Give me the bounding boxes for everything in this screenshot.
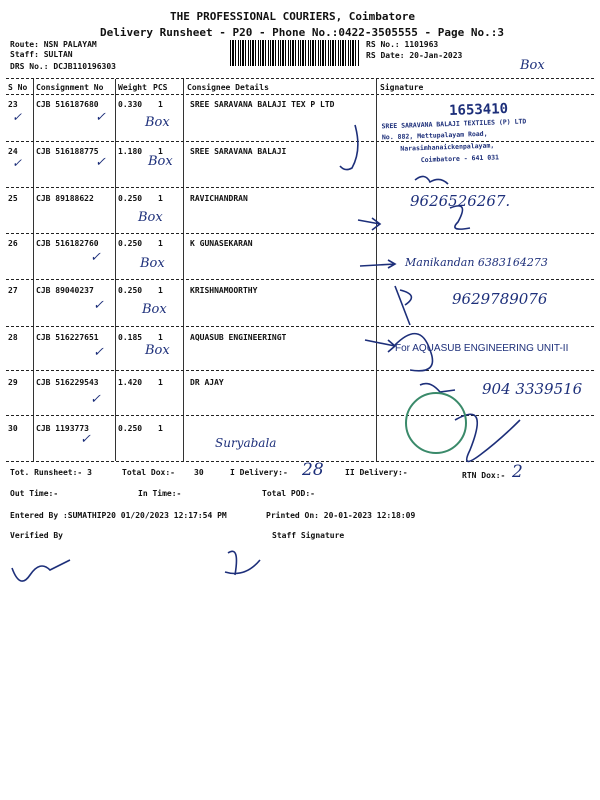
row-sno: 27 (8, 286, 18, 295)
col-pcs: PCS (153, 83, 168, 92)
name-26: Manikandan 6383164273 (405, 256, 548, 269)
stamp-address2: Narasimhanaickenpalayam, (400, 141, 495, 153)
verified-by: Verified By (10, 531, 63, 540)
tick-mark: ✓ (95, 155, 106, 170)
tot-runsheet: Tot. Runsheet:- 3 (10, 468, 92, 477)
row-consignment: CJB 516229543 (36, 378, 99, 387)
stamp-number: 1653410 (448, 101, 509, 120)
col-weight: Weight (118, 83, 147, 92)
verified-signature (12, 560, 70, 581)
ii-delivery-label: II Delivery:- (345, 468, 408, 477)
row-consignment: CJB 1193773 (36, 424, 89, 433)
aquasub-stamp: For AQUASUB ENGINEERING UNIT-II (395, 343, 569, 354)
row-consignee: DR AJAY (190, 378, 224, 387)
stamp-address3: Coimbatore - 641 031 (420, 153, 500, 165)
row-sno: 26 (8, 239, 18, 248)
row-weight: 0.250 (118, 239, 143, 248)
row-pcs: 1 (158, 286, 163, 295)
row-box-note: Box (142, 302, 167, 317)
total-dox-label: Total Dox:- (122, 468, 175, 477)
box-note-header: Box (520, 58, 545, 73)
company-title: THE PROFESSIONAL COURIERS, Coimbatore (170, 10, 416, 23)
total-dox-value: 30 (194, 468, 204, 477)
staff-label: Staff: SULTAN (10, 50, 73, 59)
row-sno: 28 (8, 333, 18, 342)
row-sno: 23 (8, 100, 18, 109)
row-consignee: Suryabala (215, 436, 277, 450)
i-delivery-label: I Delivery:- (230, 468, 288, 477)
phone-25: 9626526267. (410, 192, 511, 210)
row-pcs: 1 (158, 239, 163, 248)
row-weight: 0.330 (118, 100, 143, 109)
row-weight: 1.420 (118, 378, 143, 387)
tick-mark: ✓ (12, 156, 23, 170)
row-sno: 25 (8, 194, 18, 203)
rs-date: RS Date: 20-Jan-2023 (366, 51, 463, 60)
bracket-stroke (340, 125, 358, 170)
total-pod: Total POD:- (262, 489, 315, 498)
row-box-note: Box (148, 154, 173, 169)
rs-number: RS No.: 1101963 (366, 40, 439, 49)
signature-29 (420, 384, 455, 392)
row-consignee: AQUASUB ENGINEERINGT (190, 333, 287, 342)
row-consignee: SREE SARAVANA BALAJI (190, 147, 287, 156)
arrow-27 (360, 260, 395, 268)
row-pcs: 1 (158, 147, 163, 156)
row-consignee: K GUNASEKARAN (190, 239, 253, 248)
row-consignee: KRISHNAMOORTHY (190, 286, 258, 295)
row-weight: 0.250 (118, 424, 143, 433)
row-consignment: CJB 89040237 (36, 286, 94, 295)
round-seal (405, 392, 467, 454)
row-weight: 1.180 (118, 147, 143, 156)
signature-27 (395, 286, 411, 325)
row-consignment: CJB 516182760 (36, 239, 99, 248)
row-sno: 24 (8, 147, 18, 156)
tick-mark: ✓ (93, 345, 104, 360)
tick-mark: ✓ (90, 250, 101, 265)
row-pcs: 1 (158, 333, 163, 342)
in-time: In Time:- (138, 489, 182, 498)
staff-signature-stroke (225, 551, 260, 575)
row-consignment: CJB 516187680 (36, 100, 99, 109)
row-consignment: CJB 89188622 (36, 194, 94, 203)
row-consignment: CJB 516188775 (36, 147, 99, 156)
route-label: Route: NSN PALAYAM (10, 40, 97, 49)
runsheet-subtitle: Delivery Runsheet - P20 - Phone No.:0422-3505555 - Page No.:3 (100, 26, 504, 39)
arrow-26 (358, 218, 380, 230)
row-consignee: RAVICHANDRAN (190, 194, 248, 203)
i-delivery-value: 28 (302, 460, 324, 480)
phone-29: 904 3339516 (482, 380, 583, 398)
row-box-note: Box (138, 210, 163, 225)
row-consignee: SREE SARAVANA BALAJI TEX P LTD (190, 100, 335, 109)
row-weight: 0.250 (118, 286, 143, 295)
stamp-company: SREE SARAVANA BALAJI TEXTILES (P) LTD (381, 117, 527, 131)
col-signature: Signature (380, 83, 424, 92)
row-pcs: 1 (158, 424, 163, 433)
rtn-dox-label: RTN Dox:- (462, 471, 506, 480)
row-consignment: CJB 516227651 (36, 333, 99, 342)
row-pcs: 1 (158, 100, 163, 109)
col-sno: S No (8, 83, 28, 92)
col-consignee: Consignee Details (187, 83, 269, 92)
row-sno: 30 (8, 424, 18, 433)
row-box-note: Box (140, 256, 165, 271)
row-pcs: 1 (158, 378, 163, 387)
rtn-dox-value: 2 (512, 462, 523, 482)
tick-mark: ✓ (90, 392, 101, 407)
phone-27: 9629789076 (452, 290, 548, 308)
tick-mark: ✓ (80, 432, 91, 447)
entered-by: Entered By :SUMATHIP20 01/20/2023 12:17:54 PM (10, 511, 227, 520)
tick-mark: ✓ (93, 298, 104, 313)
row-box-note: Box (145, 115, 170, 130)
row-box-note: Box (145, 343, 170, 358)
row-sno: 29 (8, 378, 18, 387)
out-time: Out Time:- (10, 489, 59, 498)
tick-mark: ✓ (12, 110, 23, 124)
row-weight: 0.250 (118, 194, 143, 203)
signature-25 (415, 176, 448, 184)
printed-on: Printed On: 20-01-2023 12:18:09 (266, 511, 416, 520)
arrow-28 (365, 340, 395, 352)
tick-mark: ✓ (95, 110, 106, 125)
row-weight: 0.185 (118, 333, 143, 342)
col-consignment: Consignment No (36, 83, 104, 92)
drs-number: DRS No.: DCJB110196303 (10, 62, 116, 71)
row-pcs: 1 (158, 194, 163, 203)
stamp-address1: No. 882, Mettupalayam Road, (381, 129, 488, 142)
staff-signature-label: Staff Signature (272, 531, 345, 540)
